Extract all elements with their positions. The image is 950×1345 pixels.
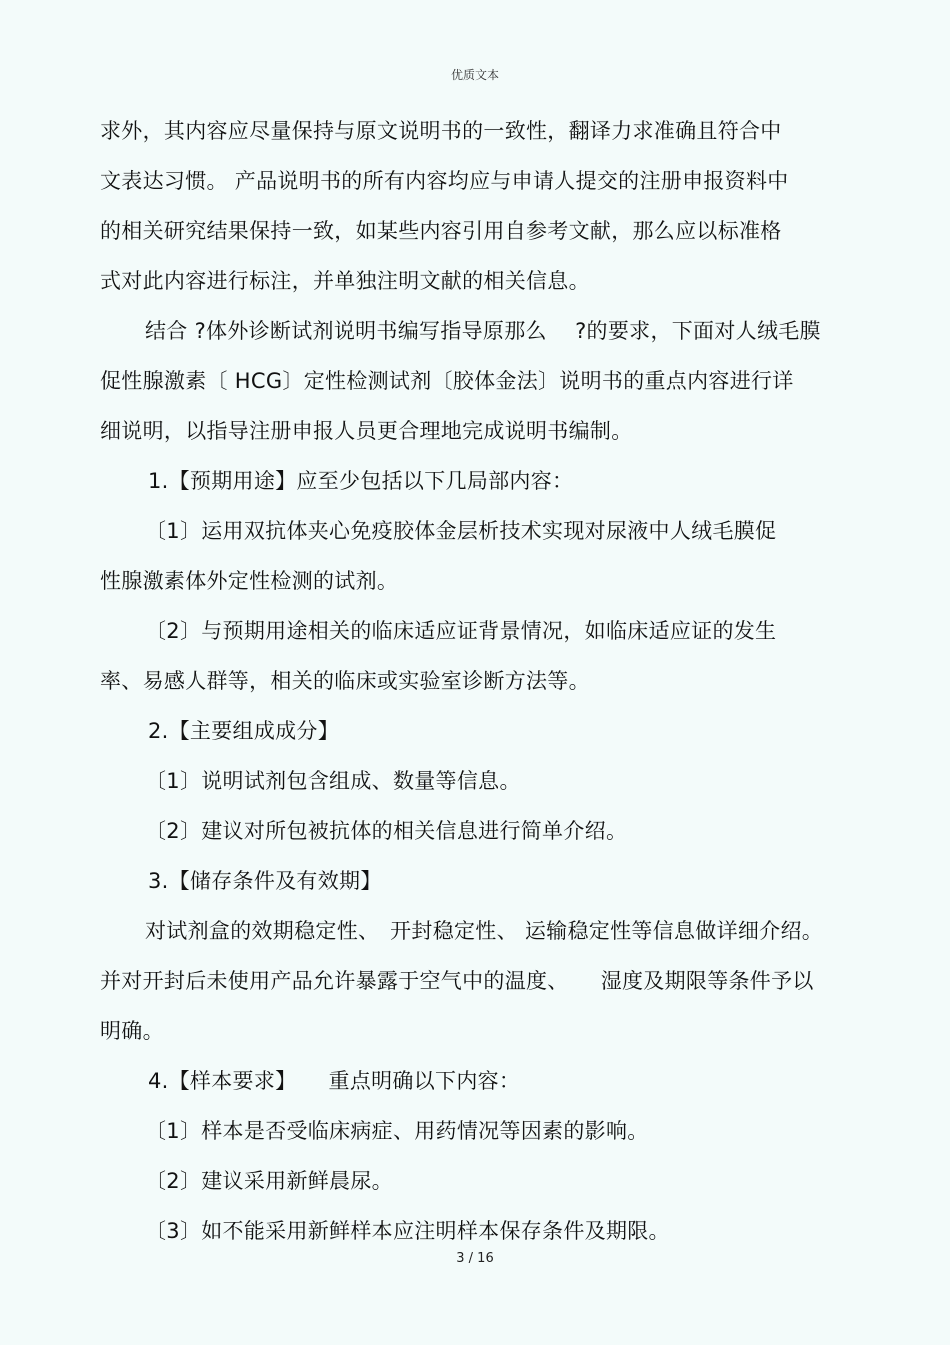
- body-line: 〔2〕与预期用途相关的临床适应证背景情况，如临床适应证的发生: [145, 619, 777, 643]
- body-line: 〔2〕建议采用新鲜晨尿。: [145, 1169, 393, 1193]
- body-line: 性腺激素体外定性检测的试剂。: [100, 569, 399, 593]
- body-line: 细说明，以指导注册申报人员更合理地完成说明书编制。: [100, 419, 633, 443]
- section-heading: 4.【样本要求】 重点明确以下内容：: [148, 1069, 521, 1093]
- body-line: 〔1〕运用双抗体夹心免疫胶体金层析技术实现对尿液中人绒毛膜促: [145, 519, 777, 543]
- page-number: 3 / 16: [456, 1251, 494, 1266]
- body-line: 的相关研究结果保持一致，如某些内容引用自参考文献，那么应以标准格: [100, 219, 782, 243]
- body-line: 结合 ?体外诊断试剂说明书编写指导原那么 ?的要求，下面对人绒毛膜: [145, 319, 821, 343]
- body-line: 并对开封后未使用产品允许暴露于空气中的温度、 湿度及期限等条件予以: [100, 969, 814, 993]
- body-line: 〔1〕样本是否受临床病症、用药情况等因素的影响。: [145, 1119, 649, 1143]
- body-line: 式对此内容进行标注，并单独注明文献的相关信息。: [100, 269, 590, 293]
- body-line: 对试剂盒的效期稳定性、 开封稳定性、 运输稳定性等信息做详细介绍。: [145, 919, 824, 943]
- body-line: 〔2〕建议对所包被抗体的相关信息进行简单介绍。: [145, 819, 628, 843]
- body-line: 求外，其内容应尽量保持与原文说明书的一致性，翻译力求准确且符合中: [100, 119, 782, 143]
- body-line: 促性腺激素〔 HCG〕定性检测试剂〔胶体金法〕说明书的重点内容进行详: [100, 369, 794, 393]
- body-line: 〔3〕如不能采用新鲜样本应注明样本保存条件及期限。: [145, 1219, 670, 1243]
- body-line: 〔1〕说明试剂包含组成、数量等信息。: [145, 769, 521, 793]
- body-line: 率、易感人群等，相关的临床或实验室诊断方法等。: [100, 669, 590, 693]
- section-heading: 2.【主要组成成分】: [148, 719, 340, 743]
- body-line: 明确。: [100, 1019, 164, 1043]
- section-heading: 1.【预期用途】应至少包括以下几局部内容：: [148, 469, 574, 493]
- body-line: 文表达习惯。 产品说明书的所有内容均应与申请人提交的注册申报资料中: [100, 169, 789, 193]
- section-heading: 3.【储存条件及有效期】: [148, 869, 382, 893]
- page-header: 优质文本: [450, 68, 499, 82]
